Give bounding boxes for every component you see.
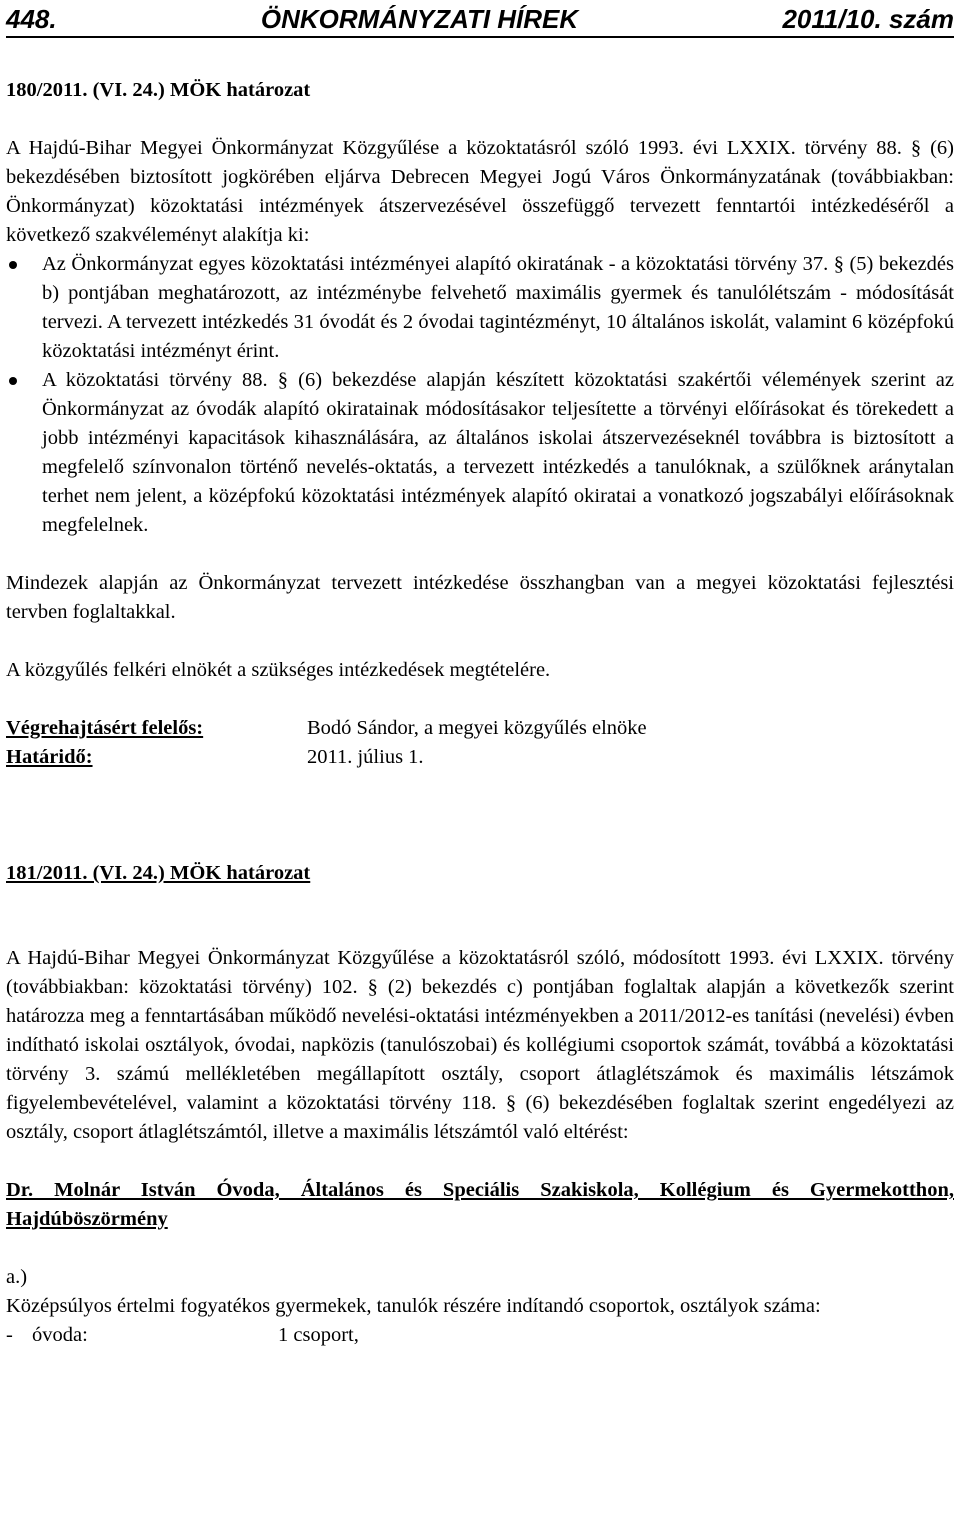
point-text: Középsúlyos értelmi fogyatékos gyermekek, tanulók részére indítandó csoportok, osztályok száma:: [6, 1295, 821, 1317]
deadline-label: Határidő:: [6, 746, 93, 768]
resolution-180-bullets: [6, 250, 954, 540]
point-label: a.): [6, 1266, 28, 1288]
responsible-row: [6, 714, 954, 743]
deadline-value: 2011. július 1.: [307, 746, 424, 768]
bullet-icon: [9, 377, 17, 385]
bullet-text: Az Önkormányzat egyes közoktatási intézményei alapító okiratának - a közoktatási törvény 37. § (5) bekezdés b) pontjában meghatározott, az intézménybe felvehető maximális gyermek és tanulólétszám - módosítását tervezi. A tervezett intézkedés 31 óvodát és 2 óvodai tagintézményt, 10 általános iskolát, valamint 6 középfokú közoktatási intézményt érint.: [42, 253, 954, 362]
page-header: [6, 0, 954, 38]
bullet-icon: [9, 261, 17, 269]
publication-title: ÖNKORMÁNYZATI HÍREK: [260, 4, 579, 34]
resolution-181-intro: A Hajdú-Bihar Megyei Önkormányzat Közgyűlése a közoktatásról szóló, módosított 1993. évi LXXIX. törvény (továbbiakban: közoktatási törvény) 102. § (2) bekezdés c) pontjában foglaltak alapján a következők szerint határozza meg a fenntartásában működő nevelési-oktatási intézményekben a 2011/2012-es tanítási (nevelési) évben indítható iskolai osztályok, óvodai, napközis (tanulószobai) és kollégiumi csoportok számát, továbbá a közoktatási törvény 3. számú mellékletében megállapított osztály, csoport átlaglétszámok és maximális létszámok figyelembevételével, valamint a közoktatási törvény 118. § (6) bekezdésében foglaltak szerint engedélyezi az osztály, csoport átlaglétszámtól, illetve a maximális létszámtól való eltérést:: [6, 947, 954, 1143]
resolution-title-181: 181/2011. (VI. 24.) MÖK határozat: [6, 862, 311, 884]
list-item: [6, 1321, 954, 1350]
resolution-180-request: A közgyűlés felkéri elnökét a szükséges intézkedések megtételére.: [6, 659, 551, 681]
bullet-item: [6, 250, 954, 366]
page-number: 448.: [6, 4, 57, 34]
responsible-value: Bodó Sándor, a megyei közgyűlés elnöke: [307, 717, 647, 739]
issue-number: 2011/10. szám: [782, 4, 954, 34]
list-dash: -: [6, 1324, 13, 1346]
list-label: óvoda:: [32, 1324, 88, 1346]
resolution-title-180: 180/2011. (VI. 24.) MÖK határozat: [6, 79, 311, 101]
bullet-item: [6, 366, 954, 540]
resolution-180-conclusion: Mindezek alapján az Önkormányzat tervezett intézkedése összhangban van a megyei közoktatási fejlesztési tervben foglaltakkal.: [6, 572, 954, 623]
list-value: 1 csoport,: [278, 1324, 359, 1346]
resolution-180-responsibility: [6, 714, 954, 772]
document-page: [6, 0, 954, 1350]
bullet-text: A közoktatási törvény 88. § (6) bekezdése alapján készített közoktatási szakértői vélemények szerint az Önkormányzat az óvodák alapító okiratainak módosításakor teljesítette a törvényi előírásokat és törekedett a jobb intézményi kapacitások kihasználására, az általános iskolai átszervezéseknél továbbra is biztosított a megfelelő színvonalon történő nevelés-oktatás, a tervezett intézkedés a tanulóknak, a szülőknek aránytalan terhet nem jelent, a középfokú közoktatási intézmények alapító okiratai a vonatkozó jogszabályi előírásoknak megfelelnek.: [42, 369, 954, 536]
institution-name: Dr. Molnár István Óvoda, Általános és Speciális Szakiskola, Kollégium és Gyermekotthon, Hajdúböszörmény: [6, 1179, 954, 1230]
resolution-180-intro: A Hajdú-Bihar Megyei Önkormányzat Közgyűlése a közoktatásról szóló 1993. évi LXXIX. törvény 88. § (6) bekezdésében biztosított jogkörében eljárva Debrecen Megyei Jogú Város Önkormányzatának (továbbiakban: Önkormányzat) közoktatási intézmények átszervezésével összefüggő tervezett fenntartói intézkedéséről a következő szakvéleményt alakítja ki:: [6, 137, 954, 246]
responsible-label: Végrehajtásért felelős:: [6, 717, 204, 739]
deadline-row: [6, 743, 954, 772]
